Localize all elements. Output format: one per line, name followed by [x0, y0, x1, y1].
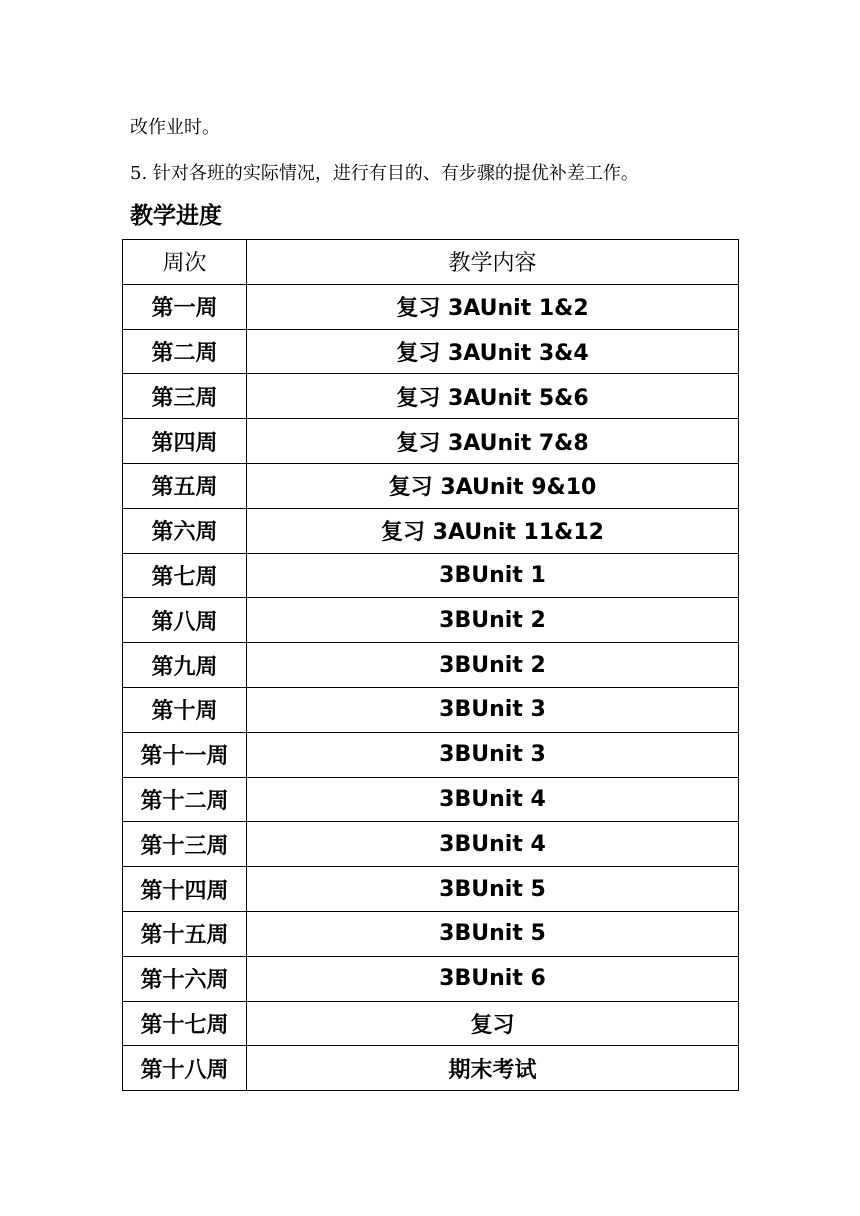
section-title: 教学进度	[130, 203, 222, 229]
week-cell: 第十二周	[123, 777, 247, 822]
table-row	[123, 284, 739, 329]
table-row	[123, 867, 739, 912]
week-cell: 第五周	[123, 463, 247, 508]
content-cell: 复习 3AUnit 3&4	[247, 329, 739, 374]
week-cell: 第三周	[123, 374, 247, 419]
table-header-row	[123, 240, 739, 285]
content-cell: 3BUnit 5	[247, 911, 739, 956]
table-row	[123, 419, 739, 464]
table-row	[123, 956, 739, 1001]
table-row	[123, 732, 739, 777]
table-row	[123, 777, 739, 822]
content-cell: 复习 3AUnit 1&2	[247, 284, 739, 329]
content-cell: 3BUnit 3	[247, 732, 739, 777]
week-cell: 第十一周	[123, 732, 247, 777]
content-cell: 3BUnit 4	[247, 777, 739, 822]
content-cell: 复习 3AUnit 7&8	[247, 419, 739, 464]
week-cell: 第十八周	[123, 1046, 247, 1091]
week-cell: 第二周	[123, 329, 247, 374]
table-row	[123, 374, 739, 419]
content-cell: 3BUnit 4	[247, 822, 739, 867]
week-cell: 第四周	[123, 419, 247, 464]
content-cell: 3BUnit 2	[247, 643, 739, 688]
table-row	[123, 687, 739, 732]
content-cell: 期末考试	[247, 1046, 739, 1091]
table-row	[123, 598, 739, 643]
table-row	[123, 553, 739, 598]
week-cell: 第十四周	[123, 867, 247, 912]
content-cell: 3BUnit 6	[247, 956, 739, 1001]
week-cell: 第十七周	[123, 1001, 247, 1046]
table-row	[123, 911, 739, 956]
content-cell: 复习 3AUnit 5&6	[247, 374, 739, 419]
table-row	[123, 1046, 739, 1091]
header-content: 教学内容	[247, 240, 739, 285]
header-week: 周次	[123, 240, 247, 285]
week-cell: 第一周	[123, 284, 247, 329]
table-row	[123, 643, 739, 688]
paragraph-item-5: 5. 针对各班的实际情况，进行有目的、有步骤的提优补差工作。	[130, 163, 639, 184]
table-row	[123, 329, 739, 374]
table-row	[123, 463, 739, 508]
teaching-schedule-table	[122, 239, 739, 1091]
paragraph-continuation: 改作业时。	[130, 117, 220, 138]
table-row	[123, 508, 739, 553]
week-cell: 第十五周	[123, 911, 247, 956]
week-cell: 第十周	[123, 687, 247, 732]
week-cell: 第十六周	[123, 956, 247, 1001]
week-cell: 第七周	[123, 553, 247, 598]
week-cell: 第九周	[123, 643, 247, 688]
content-cell: 3BUnit 3	[247, 687, 739, 732]
week-cell: 第六周	[123, 508, 247, 553]
content-cell: 复习 3AUnit 11&12	[247, 508, 739, 553]
content-cell: 3BUnit 1	[247, 553, 739, 598]
content-cell: 3BUnit 5	[247, 867, 739, 912]
week-cell: 第十三周	[123, 822, 247, 867]
week-cell: 第八周	[123, 598, 247, 643]
table-row	[123, 822, 739, 867]
content-cell: 复习	[247, 1001, 739, 1046]
table-row	[123, 1001, 739, 1046]
content-cell: 3BUnit 2	[247, 598, 739, 643]
content-cell: 复习 3AUnit 9&10	[247, 463, 739, 508]
